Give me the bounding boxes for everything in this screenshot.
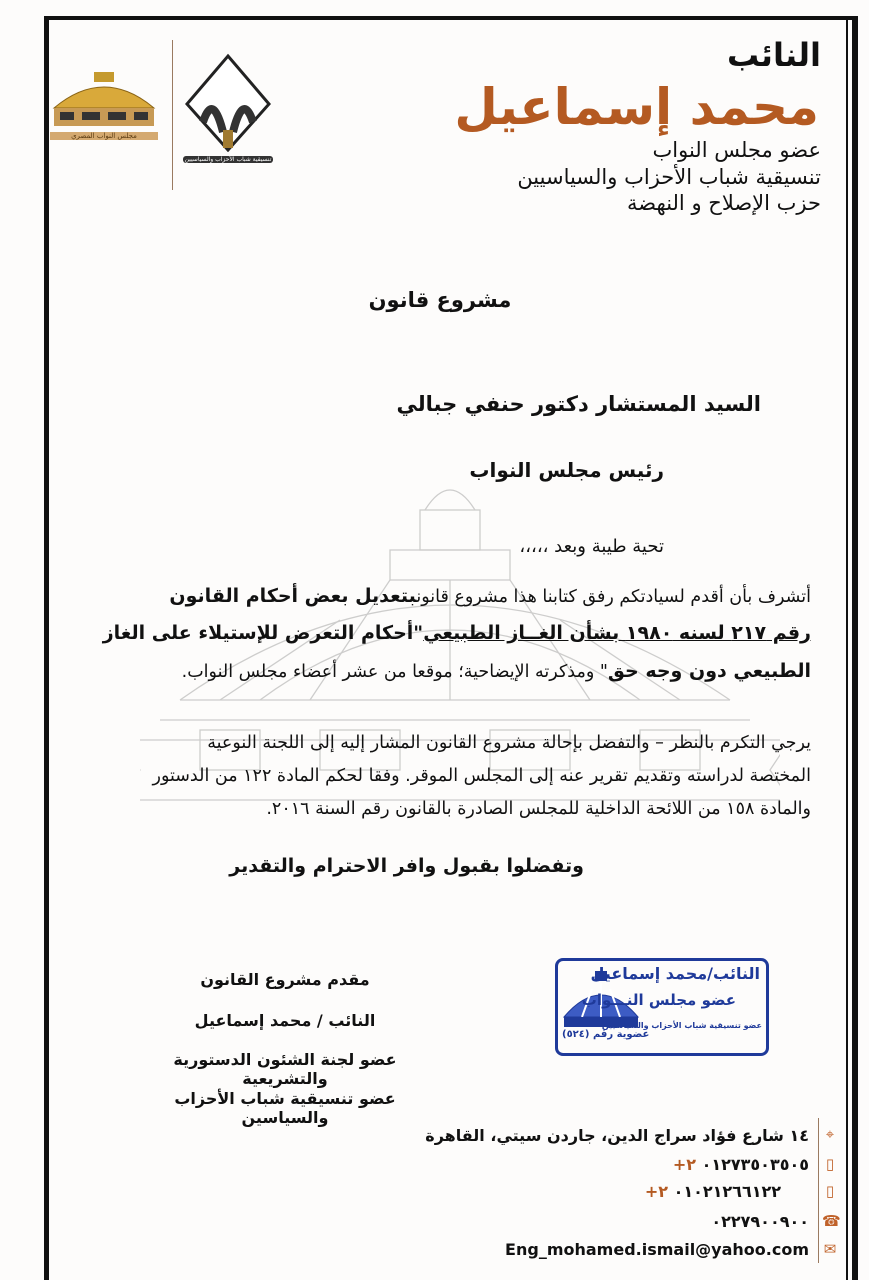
header-line-party: حزب الإصلاح و النهضة (627, 191, 821, 215)
paragraph-2-line-2: المختصة لدراسته وتقديم تقرير عنه إلى المجلس الموقر. وفقا لحكم المادة ١٢٢ من الدستور (152, 766, 811, 786)
header-line-coordination: تنسيقية شباب الأحزاب والسياسيين (517, 165, 821, 189)
coordination-logo-caption: تنسيقية شباب الأحزاب والسياسيين (184, 156, 272, 163)
paragraph-2-line-3: والمادة ١٥٨ من اللائحة الداخلية للمجلس الصادرة بالقانون رقم السنة ٢٠١٦. (266, 799, 811, 819)
signature-name: النائب / محمد إسماعيل (194, 1011, 376, 1030)
page-border-right (852, 16, 858, 1280)
p1-l3-plain: " ومذكرته الإيضاحية؛ موقعا من عشر أعضاء مجلس النواب. (181, 662, 608, 682)
stamp-membership: عضوية رقم (٥٢٤) (562, 1029, 650, 1040)
paragraph-1-line-3 (182, 660, 811, 682)
page-border-right-inner (846, 16, 848, 1280)
p1-l1-plain: أتشرف بأن أقدم لسيادتكم رفق كتابنا هذا مشروع قانون (416, 587, 811, 607)
contact-phone[interactable]: ٠٢٢٧٩٠٠٩٠٠ (711, 1212, 809, 1231)
stamp-coordination: عضو تنسيقية شباب الأحزاب والسياسيين (601, 1021, 762, 1030)
paragraph-1-line-2 (103, 622, 811, 644)
telephone-icon: ☎ (822, 1212, 841, 1230)
mobile-2-prefix: +٢ (644, 1182, 668, 1201)
addressee: السيد المستشار دكتور حنفي جبالي (396, 392, 761, 416)
location-pin-icon: ⌖ (825, 1125, 835, 1143)
stamp-role: عضو مجلس النـــواب (581, 991, 736, 1009)
header-line-parliament: عضو مجلس النواب (652, 138, 821, 162)
mobile-1-number[interactable]: ٠١٢٧٣٥٠٣٥٠٥ (701, 1155, 809, 1174)
parliament-logo (50, 68, 158, 144)
header-divider (172, 40, 173, 190)
p1-l2-bold-a: رقم ٢١٧ لسنه ١٩٨٠ بشأن الغــاز الطبيعي (423, 622, 811, 644)
contact-email[interactable]: Eng_mohamed.ismail@yahoo.com (505, 1240, 809, 1259)
signature-coordination: عضو تنسيقية شباب الأحزاب والسياسين (174, 1089, 396, 1127)
contact-mobile-2 (645, 1182, 781, 1201)
parliament-logo-caption: مجلس النواب المصري (50, 132, 158, 140)
contact-address: ١٤ شارع فؤاد سراج الدين، جاردن سيتي، القاهرة (425, 1126, 809, 1145)
stamp-name: النائب/محمد إسماعيل (590, 964, 760, 983)
official-stamp (555, 958, 769, 1056)
paragraph-1-line-1 (169, 585, 811, 607)
closing: وتفضلوا بقبول وافر الاحترام والتقدير (229, 855, 584, 877)
p1-l1-bold: بتعديل بعض أحكام القانون (169, 585, 417, 607)
contact-divider (818, 1118, 819, 1263)
page-border-top (45, 16, 857, 20)
page-border-left (44, 16, 49, 1280)
header-title: النائب (727, 36, 821, 74)
signature-committee: عضو لجنة الشئون الدستورية والتشريعية (173, 1050, 397, 1088)
p1-l2-bold-b: "أحكام التعرض للإستيلاء على الغاز (102, 622, 424, 644)
paragraph-2-line-1: يرجي التكرم بالنظر – والتفضل بإحالة مشروع القانون المشار إليه إلى اللجنة النوعية (207, 733, 811, 753)
document-title: مشروع قانون (368, 288, 512, 312)
mobile-phone-icon: ▯ (825, 1182, 835, 1200)
greeting: تحية طيبة وبعد ،،،،، (519, 536, 664, 557)
signature-submitter: مقدم مشروع القانون (200, 970, 370, 989)
mobile-phone-icon: ▯ (825, 1155, 835, 1173)
email-icon: ✉ (823, 1240, 837, 1258)
header-name: محمد إسماعيل (454, 78, 819, 136)
mobile-2-number[interactable]: ٠١٠٢١٢٦٦١٢٢ (673, 1182, 781, 1201)
addressee-role: رئيس مجلس النواب (469, 458, 664, 482)
coordination-logo (183, 52, 273, 167)
p1-l3-bold: الطبيعي دون وجه حق (607, 660, 811, 682)
contact-mobile-1 (673, 1155, 809, 1174)
mobile-1-prefix: +٢ (672, 1155, 696, 1174)
